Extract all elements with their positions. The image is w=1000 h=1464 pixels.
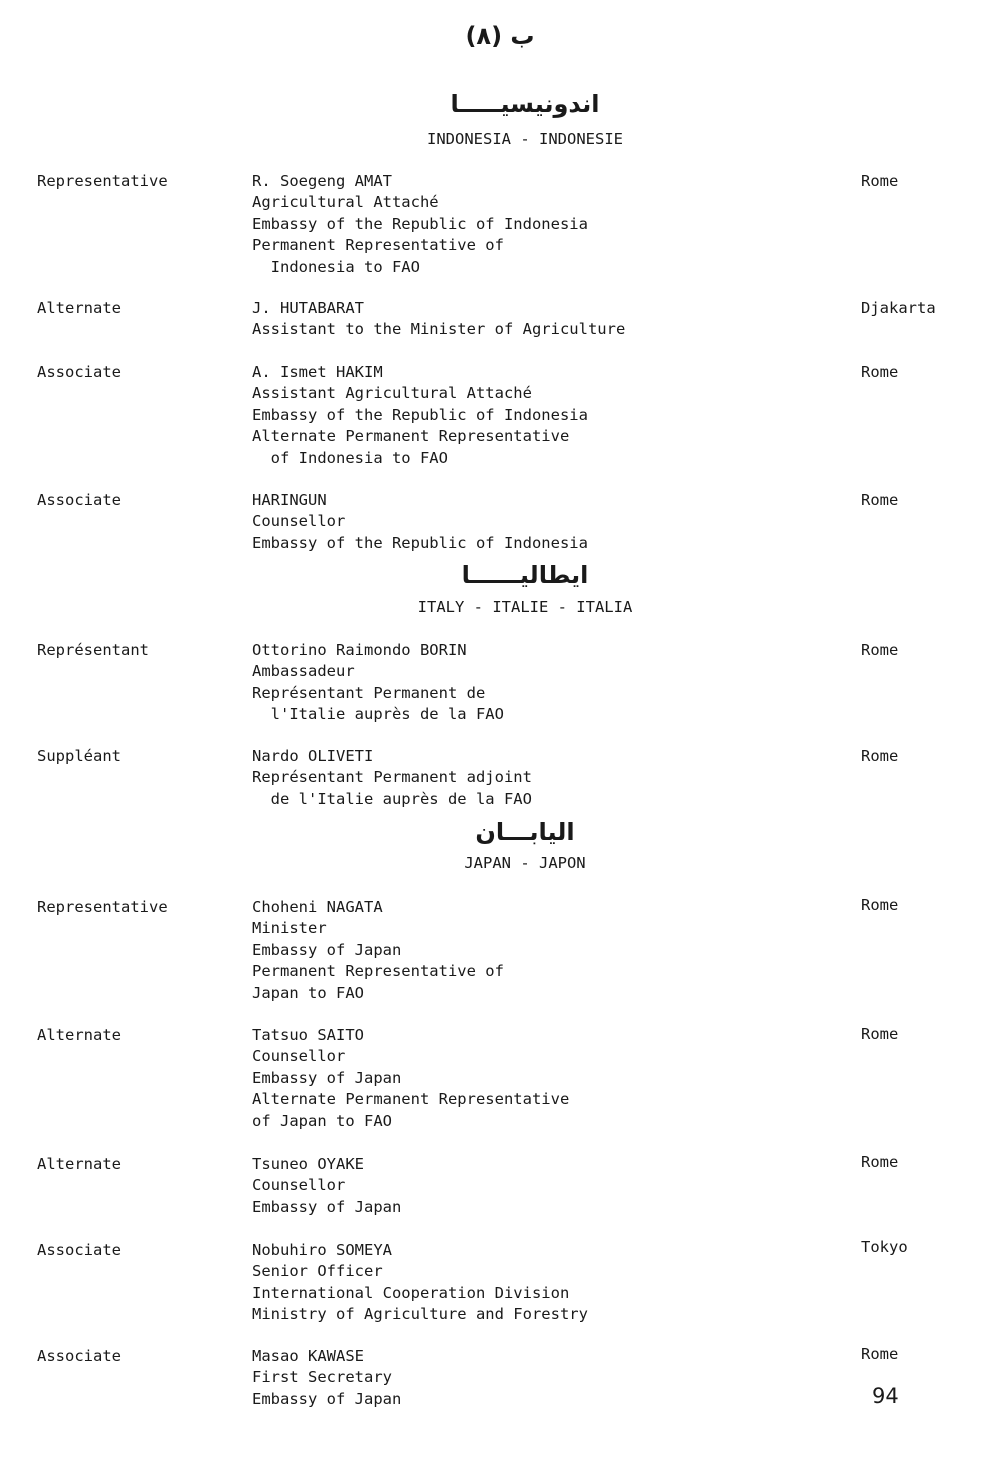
delegate-city: Tokyo (861, 1238, 908, 1256)
delegate-line: Masao KAWASE (252, 1347, 364, 1365)
delegate-line: Embassy of the Republic of Indonesia (252, 533, 588, 552)
delegate-details (252, 490, 588, 554)
delegate-line: Alternate Permanent Representative (252, 1090, 570, 1109)
delegate-line: International Cooperation Division (252, 1283, 570, 1302)
page-header: ب (٨) (465, 22, 535, 50)
country-name: ITALY - ITALIE - ITALIA (417, 598, 633, 616)
page-number: 94 (872, 1384, 899, 1408)
delegate-city: Rome (861, 641, 899, 659)
delegate-line: Permanent Representative of (252, 962, 504, 981)
delegate-city: Rome (861, 491, 899, 509)
delegate-line: First Secretary (252, 1368, 392, 1387)
delegate-city: Rome (861, 1153, 899, 1171)
delegate-line: Counsellor (252, 1176, 346, 1195)
delegate-line: Minister (252, 919, 327, 938)
delegate-details (252, 1025, 569, 1132)
delegate-line: J. HUTABARAT (252, 299, 364, 317)
delegate-line: Embassy of Japan (252, 1389, 402, 1408)
delegate-line: Japan to FAO (252, 983, 364, 1002)
delegate-role: Associate (37, 1241, 121, 1259)
delegate-line: Nobuhiro SOMEYA (252, 1241, 392, 1259)
delegate-line: Assistant Agricultural Attaché (252, 384, 532, 403)
delegate-details (252, 298, 625, 341)
delegate-line: Embassy of Japan (252, 940, 402, 959)
delegate-line: HARINGUN (252, 491, 327, 509)
delegate-line: Alternate Permanent Representative (252, 427, 570, 446)
delegate-role: Associate (37, 491, 121, 509)
delegate-details (252, 1346, 401, 1410)
delegate-line: Tsuneo OYAKE (252, 1155, 364, 1173)
delegate-role: Associate (37, 1347, 121, 1365)
delegate-line: Counsellor (252, 512, 346, 531)
delegate-role: Representative (37, 898, 168, 916)
delegate-line: de l'Italie auprès de la FAO (252, 789, 532, 808)
country-name: INDONESIA - INDONESIE (427, 130, 623, 148)
delegate-city: Djakarta (861, 299, 936, 317)
delegate-line: Embassy of the Republic of Indonesia (252, 214, 588, 233)
delegate-line: Embassy of Japan (252, 1197, 402, 1216)
delegate-line: Embassy of Japan (252, 1068, 402, 1087)
delegate-role: Représentant (37, 641, 149, 659)
delegate-details (252, 897, 504, 1004)
country-name: JAPAN - JAPON (464, 854, 586, 872)
delegate-line: Embassy of the Republic of Indonesia (252, 405, 588, 424)
country-arabic-name: ايطاليــــــا (461, 561, 589, 589)
delegate-city: Rome (861, 747, 899, 765)
delegate-city: Rome (861, 172, 899, 190)
delegate-line: Indonesia to FAO (252, 257, 420, 276)
delegate-line: Ministry of Agriculture and Forestry (252, 1305, 588, 1324)
delegate-line: A. Ismet HAKIM (252, 363, 383, 381)
delegate-line: of Indonesia to FAO (252, 448, 448, 467)
delegate-line: Senior Officer (252, 1262, 383, 1281)
country-arabic-name: اليابـــان (475, 818, 575, 846)
delegate-line: Représentant Permanent de (252, 683, 486, 702)
delegate-role: Associate (37, 363, 121, 381)
delegate-details (252, 171, 588, 278)
delegate-details (252, 746, 532, 810)
delegate-line: Choheni NAGATA (252, 898, 383, 916)
delegate-line: Représentant Permanent adjoint (252, 768, 532, 787)
delegate-details (252, 640, 504, 726)
delegate-line: R. Soegeng AMAT (252, 172, 392, 190)
delegate-details (252, 1240, 588, 1326)
delegate-line: Assistant to the Minister of Agriculture (252, 320, 626, 339)
delegate-line: Tatsuo SAITO (252, 1026, 364, 1044)
delegate-line: l'Italie auprès de la FAO (252, 705, 504, 724)
delegate-line: Permanent Representative of (252, 236, 504, 255)
delegate-details (252, 362, 588, 469)
delegate-role: Alternate (37, 1026, 121, 1044)
delegate-role: Alternate (37, 299, 121, 317)
delegate-city: Rome (861, 896, 899, 914)
delegate-role: Suppléant (37, 747, 121, 765)
delegate-line: Ottorino Raimondo BORIN (252, 641, 467, 659)
delegate-role: Representative (37, 172, 168, 190)
delegate-line: of Japan to FAO (252, 1111, 392, 1130)
delegate-line: Nardo OLIVETI (252, 747, 374, 765)
country-arabic-name: اندونيسيـــــا (450, 90, 600, 118)
delegate-city: Rome (861, 363, 899, 381)
delegate-line: Counsellor (252, 1047, 346, 1066)
delegate-role: Alternate (37, 1155, 121, 1173)
delegate-line: Ambassadeur (252, 662, 355, 681)
delegate-city: Rome (861, 1025, 899, 1043)
delegate-city: Rome (861, 1345, 899, 1363)
delegate-line: Agricultural Attaché (252, 193, 439, 212)
delegate-details (252, 1154, 401, 1218)
